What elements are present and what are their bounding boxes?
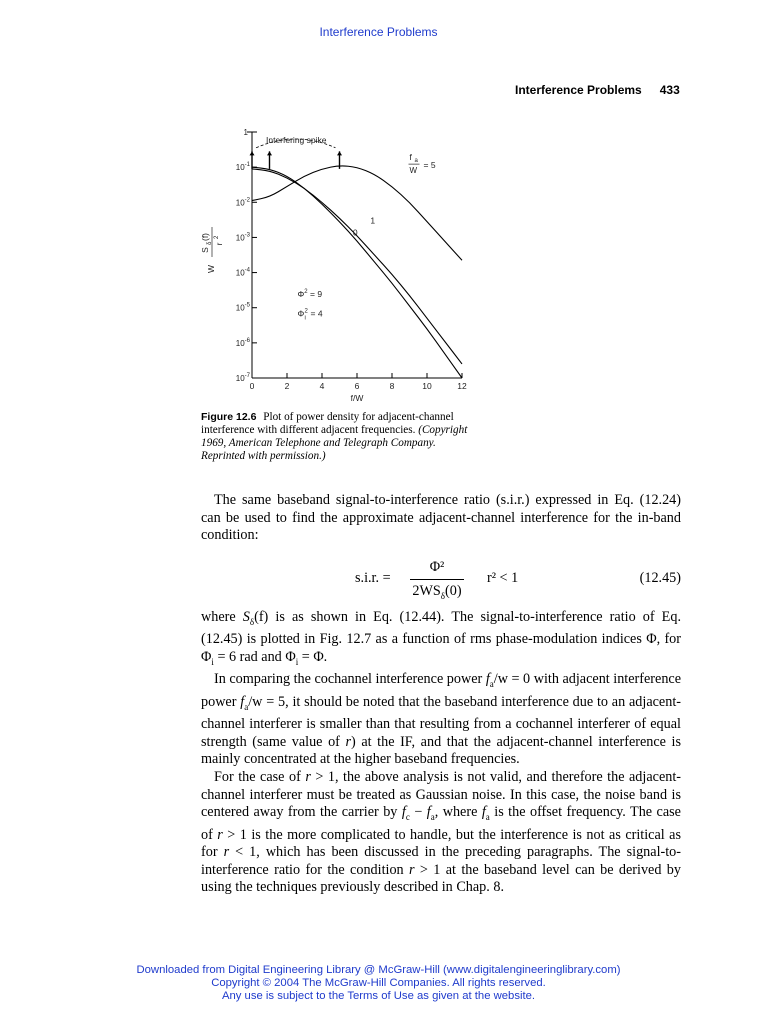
phi-label-part: = 9 bbox=[307, 289, 323, 300]
phii-label-sym: Φ bbox=[297, 308, 305, 319]
spike-arrow-head bbox=[250, 151, 255, 155]
y-label-exp: 2 bbox=[214, 235, 220, 239]
den-sub: δ bbox=[440, 590, 446, 601]
y-tick-base: 10 bbox=[235, 303, 245, 313]
symbol: f bbox=[240, 693, 245, 710]
text: > 1 is the more complicated to handle, but the interference is not as critical as for bbox=[201, 826, 681, 861]
phi-label bbox=[298, 289, 323, 299]
symbol: r bbox=[409, 861, 415, 878]
y-tick-label bbox=[236, 303, 251, 313]
paragraph-2 bbox=[201, 609, 681, 671]
y-tick-base: 1 bbox=[243, 128, 248, 137]
equation-number: (12.45) bbox=[639, 570, 681, 586]
symbol-sub: a bbox=[485, 812, 490, 823]
fraction-bar bbox=[410, 579, 464, 580]
body-paragraphs bbox=[201, 609, 681, 897]
series-line-0 bbox=[252, 167, 462, 378]
fa-label-eq: = 5 bbox=[423, 160, 436, 171]
y-tick-base: 10 bbox=[235, 268, 245, 278]
phii-label-sub: i bbox=[304, 315, 306, 322]
y-tick-label bbox=[236, 268, 251, 278]
y-tick-base: 10 bbox=[235, 338, 245, 348]
x-tick-label: 10 bbox=[422, 381, 432, 391]
x-tick-label: 6 bbox=[354, 381, 360, 391]
y-label-arg: (f) bbox=[200, 232, 210, 242]
text: < 1, which has been discussed in the preceding paragraphs. The signal-to-interference ratio for the condition bbox=[201, 844, 682, 878]
text: , where bbox=[434, 804, 482, 821]
text: ) at the IF, and that the adjacent-channel interference is mainly concentrated at the higher baseband frequencies. bbox=[201, 733, 681, 768]
caption-credit: (Copyright 1969, American Telephone and Telegraph Company. Reprinted with permission.) bbox=[201, 424, 468, 462]
text: In comparing the cochannel interference power bbox=[214, 671, 486, 688]
y-tick-exp: -6 bbox=[244, 337, 250, 344]
text: is the offset frequency. The case of bbox=[201, 804, 681, 843]
spike-arrow-head bbox=[337, 151, 342, 155]
running-title: Interference Problems bbox=[515, 83, 642, 97]
footer-copyright: Copyright © 2004 The McGraw-Hill Companies. All rights reserved. bbox=[211, 977, 546, 989]
y-label-sub: δ bbox=[207, 241, 213, 245]
phii-label-val: = 4 bbox=[310, 308, 323, 319]
y-tick-base: 10 bbox=[235, 163, 245, 173]
x-tick-label: 8 bbox=[389, 381, 395, 391]
figure-caption bbox=[201, 411, 477, 463]
text: > 1, the above analysis is not valid, and therefore the adjacent-channel interferer must be treated as Gaussian noise. In this case, the noise band is centered away from the carrier by bbox=[201, 769, 681, 821]
symbol-sub: δ bbox=[249, 616, 255, 627]
equation-condition: r² < 1 bbox=[487, 570, 519, 586]
text: = 6 rad and Φ bbox=[213, 649, 296, 666]
symbol: S bbox=[242, 609, 250, 625]
footer-link[interactable]: Downloaded from Digital Engineering Library @ McGraw-Hill (www.digitalengineeringlibrary.com) bbox=[136, 964, 621, 976]
text: (f) bbox=[254, 609, 269, 625]
x-axis-label: f/W bbox=[350, 393, 364, 403]
fa-label-f: f bbox=[409, 152, 412, 163]
caption-text: Plot of power density for adjacent-channel interference with different adjacent frequencies. bbox=[201, 411, 454, 436]
curve-label-1: 1 bbox=[370, 215, 376, 226]
y-tick-exp: -4 bbox=[244, 267, 250, 274]
running-head bbox=[515, 83, 680, 97]
symbol-sub: i bbox=[211, 656, 214, 667]
equation-lhs: s.i.r. = bbox=[355, 570, 391, 586]
symbol-sub: a bbox=[430, 812, 435, 823]
y-tick-exp: -1 bbox=[244, 162, 250, 169]
text: For the case of bbox=[214, 769, 306, 786]
text: − bbox=[409, 804, 427, 821]
y-tick-base: 10 bbox=[235, 233, 245, 243]
symbol: f bbox=[481, 804, 486, 821]
symbol-sub: c bbox=[405, 812, 410, 823]
phii-label-exp: 2 bbox=[304, 308, 308, 315]
footer bbox=[0, 964, 757, 1003]
phi-label-part: Φ bbox=[297, 289, 305, 300]
symbol-sub: a bbox=[489, 679, 494, 690]
equation-denominator bbox=[410, 582, 464, 601]
x-tick-label: 0 bbox=[249, 381, 255, 391]
text: is as shown in Eq. (12.44). The signal-to-interference ratio of Eq. (12.45) is plotted in Fig. 12.7 as a function of rms phase-modulation indices Φ, for Φ bbox=[201, 609, 681, 666]
text: = Φ. bbox=[298, 649, 328, 666]
text: > 1 at the baseband level can be derived by using the techniques previously described in Chap. 8. bbox=[201, 861, 681, 896]
symbol: r bbox=[223, 844, 230, 861]
x-tick-label: 4 bbox=[319, 381, 325, 391]
symbol: r bbox=[217, 826, 223, 843]
paragraph-4 bbox=[201, 769, 681, 897]
y-label-num: S bbox=[200, 247, 210, 253]
y-tick-label bbox=[236, 338, 251, 348]
text: where bbox=[201, 609, 243, 625]
equation-12-45 bbox=[201, 558, 681, 606]
y-tick-base: 10 bbox=[235, 198, 245, 208]
phi-label-part: 2 bbox=[304, 289, 308, 296]
y-tick-exp: -7 bbox=[244, 373, 250, 379]
y-tick-label bbox=[236, 373, 251, 383]
figure-12-6-chart bbox=[190, 120, 490, 410]
interfering-spike-label: Interfering spike bbox=[266, 135, 327, 145]
den-main: 2WS bbox=[412, 583, 441, 599]
symbol: f bbox=[401, 804, 406, 821]
symbol: r bbox=[305, 769, 311, 786]
fa-label-sub: a bbox=[414, 158, 418, 165]
series-line-2 bbox=[252, 166, 462, 260]
y-tick-label bbox=[236, 232, 251, 242]
y-tick-exp: -2 bbox=[244, 197, 250, 204]
text: /w = 5, it should be noted that the baseband interference due to an adjacent-channel interferer is smaller than that resulting from a cochannel interferer of equal strength (same value of bbox=[201, 693, 681, 750]
symbol-sub: i bbox=[295, 656, 299, 667]
y-label-w: W bbox=[206, 264, 216, 274]
curve-label-0: 0 bbox=[352, 227, 358, 238]
paragraph-1: The same baseband signal-to-interference ratio (s.i.r.) expressed in Eq. (12.24) can be used to find the approximate adjacent-channel interference for the in-band condition: bbox=[201, 492, 681, 544]
symbol: r bbox=[345, 733, 352, 750]
paragraph-3 bbox=[201, 671, 681, 769]
spike-arrow-head bbox=[267, 151, 272, 155]
y-tick-base: 10 bbox=[235, 374, 245, 383]
page-number: 433 bbox=[659, 83, 680, 97]
caption-label: Figure 12.6 bbox=[201, 411, 257, 423]
y-tick-label bbox=[236, 197, 251, 207]
fa-label-w: W bbox=[409, 166, 418, 176]
y-tick-label bbox=[236, 162, 251, 172]
footer-terms: Any use is subject to the Terms of Use as given at the website. bbox=[221, 990, 536, 1002]
x-tick-label: 2 bbox=[284, 381, 290, 391]
equation-numerator: Φ² bbox=[429, 559, 445, 575]
chart-series bbox=[252, 166, 462, 378]
den-arg: (0) bbox=[445, 583, 462, 599]
x-tick-label: 12 bbox=[457, 381, 467, 391]
symbol: f bbox=[426, 804, 431, 821]
symbol: f bbox=[485, 671, 490, 688]
text: /w = 0 with adjacent interference power bbox=[201, 671, 682, 710]
y-axis-label bbox=[200, 227, 224, 273]
top-link[interactable]: Interference Problems bbox=[319, 25, 438, 39]
y-label-den: r bbox=[214, 242, 224, 246]
y-tick-exp: -5 bbox=[244, 302, 250, 309]
symbol-sub: a bbox=[244, 701, 249, 712]
y-tick-exp: -3 bbox=[244, 232, 250, 239]
equation-fraction bbox=[410, 558, 464, 601]
